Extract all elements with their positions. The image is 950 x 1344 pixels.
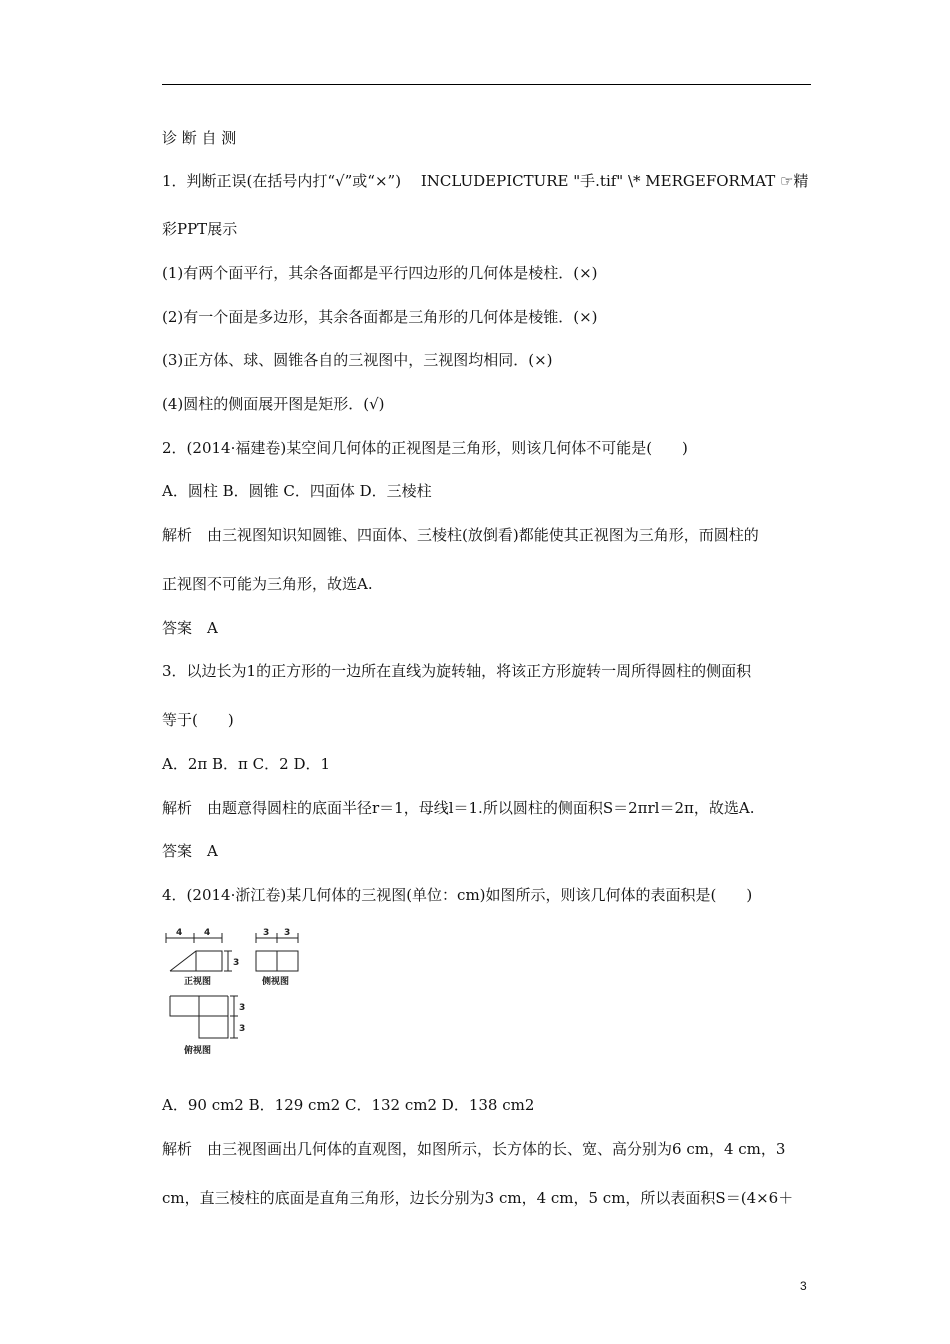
dim-side-right: 3	[284, 928, 291, 938]
question-1-item-2: (2)有一个面是多边形，其余各面都是三角形的几何体是棱锥．(×)	[162, 308, 598, 326]
dim-front-height: 3	[233, 958, 240, 968]
page-number: 3	[800, 1279, 807, 1293]
question-4-analysis: 解析 由三视图画出几何体的直观图，如图所示，长方体的长、宽、高分别为6 cm，4 cm，3	[162, 1140, 786, 1158]
dim-side-left: 3	[263, 928, 270, 938]
question-3-stem-cont: 等于( )	[162, 711, 234, 729]
question-3-answer: 答案 A	[162, 842, 218, 860]
question-2-options: A．圆柱 B．圆锥 C．四面体 D．三棱柱	[162, 482, 432, 500]
side-view-label: 侧视图	[262, 977, 290, 987]
question-1-stem: 1．判断正误(在括号内打“√”或“×”) INCLUDEPICTURE "手.tif" \* MERGEFORMAT ☞精	[162, 172, 809, 190]
dim-front-left: 4	[176, 928, 183, 938]
question-2-stem: 2．(2014·福建卷)某空间几何体的正视图是三角形，则该几何体不可能是( )	[162, 439, 688, 457]
front-view-label: 正视图	[184, 977, 212, 987]
question-1-item-1: (1)有两个面平行，其余各面都是平行四边形的几何体是棱柱．(×)	[162, 264, 598, 282]
dim-front-right: 4	[204, 928, 211, 938]
dim-top-lower: 3	[239, 1024, 246, 1034]
top-view-label: 俯视图	[184, 1046, 212, 1056]
question-3-stem: 3．以边长为1的正方形的一边所在直线为旋转轴，将该正方形旋转一周所得圆柱的侧面积	[162, 662, 752, 680]
question-4-analysis-cont: cm，直三棱柱的底面是直角三角形，边长分别为3 cm，4 cm，5 cm，所以表面积S＝(4×6＋	[162, 1189, 794, 1207]
three-view-figure	[164, 924, 314, 1064]
question-2-analysis: 解析 由三视图知识知圆锥、四面体、三棱柱(放倒看)都能使其正视图为三角形，而圆柱的	[162, 526, 759, 544]
question-4-options: A．90 cm2 B．129 cm2 C．132 cm2 D．138 cm2	[162, 1096, 535, 1114]
question-1-stem-cont: 彩PPT展示	[162, 220, 238, 238]
question-2-answer: 答案 A	[162, 619, 218, 637]
header-rule	[162, 84, 811, 85]
question-2-analysis-cont: 正视图不可能为三角形，故选A.	[162, 575, 373, 593]
question-1-item-3: (3)正方体、球、圆锥各自的三视图中，三视图均相同．(×)	[162, 351, 553, 369]
question-3-options: A．2π B．π C．2 D．1	[162, 755, 331, 773]
section-title: 诊 断 自 测	[162, 129, 237, 147]
dim-top-upper: 3	[239, 1003, 246, 1013]
question-1-item-4: (4)圆柱的侧面展开图是矩形．(√)	[162, 395, 385, 413]
question-3-analysis: 解析 由题意得圆柱的底面半径r＝1，母线l＝1.所以圆柱的侧面积S＝2πrl＝2π，故选A.	[162, 799, 755, 817]
question-4-stem: 4．(2014·浙江卷)某几何体的三视图(单位：cm)如图所示，则该几何体的表面积是( )	[162, 886, 753, 904]
